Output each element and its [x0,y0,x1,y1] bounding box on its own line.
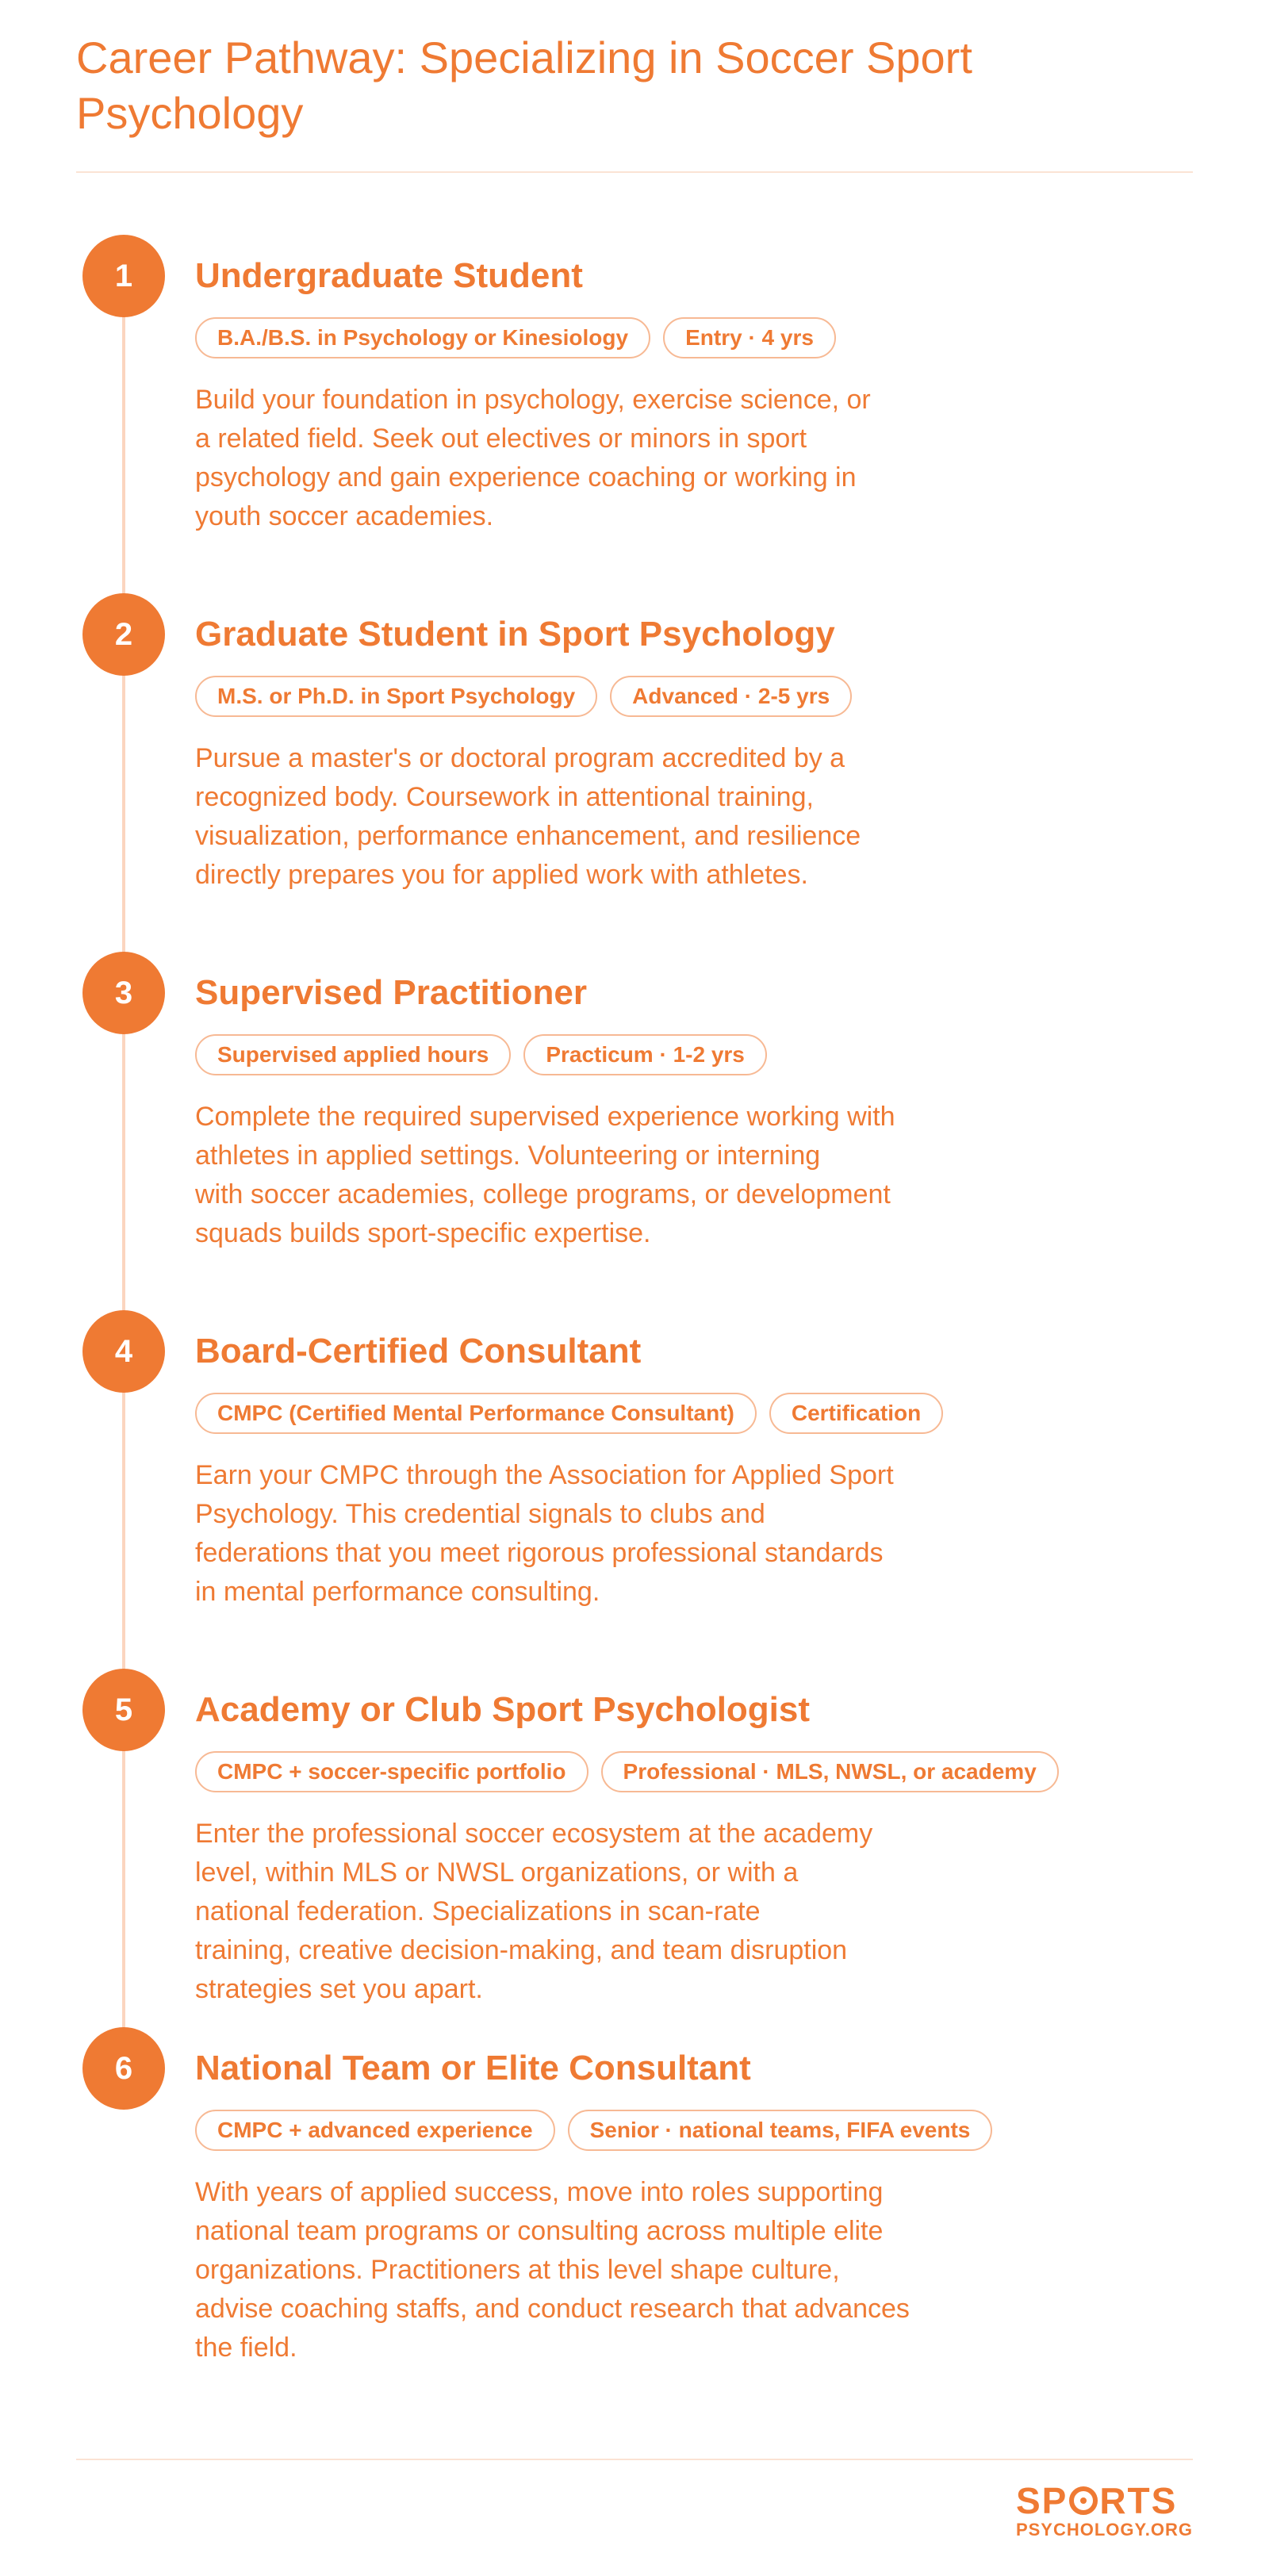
logo-wordmark [1016,2481,1193,2520]
credential-tag: M.S. or Ph.D. in Sport Psychology [195,676,597,717]
step-number-badge: 5 [82,1669,165,1751]
step-tags [195,1034,767,1075]
stage-tag: Certification [769,1393,943,1434]
step-number-badge: 2 [82,593,165,676]
step-title: Board-Certified Consultant [195,1332,642,1370]
step-tags [195,317,836,358]
step-tags [195,1751,1059,1792]
step-number-badge: 1 [82,235,165,317]
footer-divider [76,2459,1193,2460]
description-line: Complete the required supervised experience working with [195,1102,895,1132]
step-title: Academy or Club Sport Psychologist [195,1690,811,1729]
credential-tag: CMPC (Certified Mental Performance Consultant) [195,1393,757,1434]
stage-tag: Practicum · 1-2 yrs [523,1034,767,1075]
description-line: Pursue a master's or doctoral program accredited by a [195,743,845,773]
step-tags [195,676,852,717]
stage-tag: Senior · national teams, FIFA events [568,2110,993,2151]
step-title: Undergraduate Student [195,256,583,295]
page-title: Career Pathway: Specializing in Soccer Sport Psychology [76,33,972,138]
stage-tag: Advanced · 2-5 yrs [610,676,852,717]
description-line: squads builds sport-specific expertise. [195,1218,651,1248]
step-tags [195,2110,992,2151]
logo-word-end: RTS [1099,2480,1178,2521]
description-line: level, within MLS or NWSL organizations, or with a [195,1857,799,1888]
description-line: strategies set you apart. [195,1974,483,2004]
brain-o-icon [1069,2486,1098,2515]
description-line: directly prepares you for applied work with athletes. [195,860,808,890]
step-number-badge: 6 [82,2027,165,2110]
timeline-line [122,274,125,2091]
description-line: national federation. Specializations in scan-rate [195,1896,761,1926]
description-line: recognized body. Coursework in attentional training, [195,782,814,812]
credential-tag: CMPC + advanced experience [195,2110,555,2151]
description-line: Build your foundation in psychology, exercise science, or [195,385,871,415]
description-line: national team programs or consulting across multiple elite [195,2216,884,2246]
step-title: Graduate Student in Sport Psychology [195,615,835,654]
description-line: With years of applied success, move into roles supporting [195,2177,884,2207]
description-line: the field. [195,2333,297,2363]
description-line: Enter the professional soccer ecosystem at the academy [195,1819,873,1849]
step-description [195,1815,872,2009]
step-tags [195,1393,943,1434]
description-line: Earn your CMPC through the Association for Applied Sport [195,1460,894,1490]
step-number-badge: 3 [82,952,165,1034]
site-logo[interactable] [1016,2481,1193,2540]
credential-tag: CMPC + soccer-specific portfolio [195,1751,588,1792]
step-description [195,1098,895,1253]
step-description [195,381,871,536]
stage-tag: Entry · 4 yrs [663,317,836,358]
description-line: youth soccer academies. [195,501,494,531]
description-line: visualization, performance enhancement, and resilience [195,821,861,851]
step-description [195,1456,894,1612]
description-line: with soccer academies, college programs, or development [195,1179,891,1209]
description-line: training, creative decision-making, and team disruption [195,1935,848,1965]
description-line: athletes in applied settings. Volunteering or interning [195,1140,821,1171]
description-line: a related field. Seek out electives or minors in sport [195,424,807,454]
description-line: in mental performance consulting. [195,1577,600,1607]
description-line: federations that you meet rigorous professional standards [195,1538,884,1568]
description-line: advise coaching staffs, and conduct research that advances [195,2294,910,2324]
step-description [195,2173,910,2367]
description-line: Psychology. This credential signals to clubs and [195,1499,765,1529]
logo-subtitle: PSYCHOLOGY.ORG [1015,2520,1193,2540]
step-title: Supervised Practitioner [195,973,587,1012]
step-number-badge: 4 [82,1310,165,1393]
credential-tag: Supervised applied hours [195,1034,511,1075]
step-description [195,739,861,895]
logo-word-start: SP [1015,2480,1068,2521]
step-title: National Team or Elite Consultant [195,2049,751,2087]
credential-tag: B.A./B.S. in Psychology or Kinesiology [195,317,650,358]
stage-tag: Professional · MLS, NWSL, or academy [601,1751,1059,1792]
description-line: psychology and gain experience coaching or working in [195,462,857,493]
header-divider [76,171,1193,173]
description-line: organizations. Practitioners at this level shape culture, [195,2255,840,2285]
